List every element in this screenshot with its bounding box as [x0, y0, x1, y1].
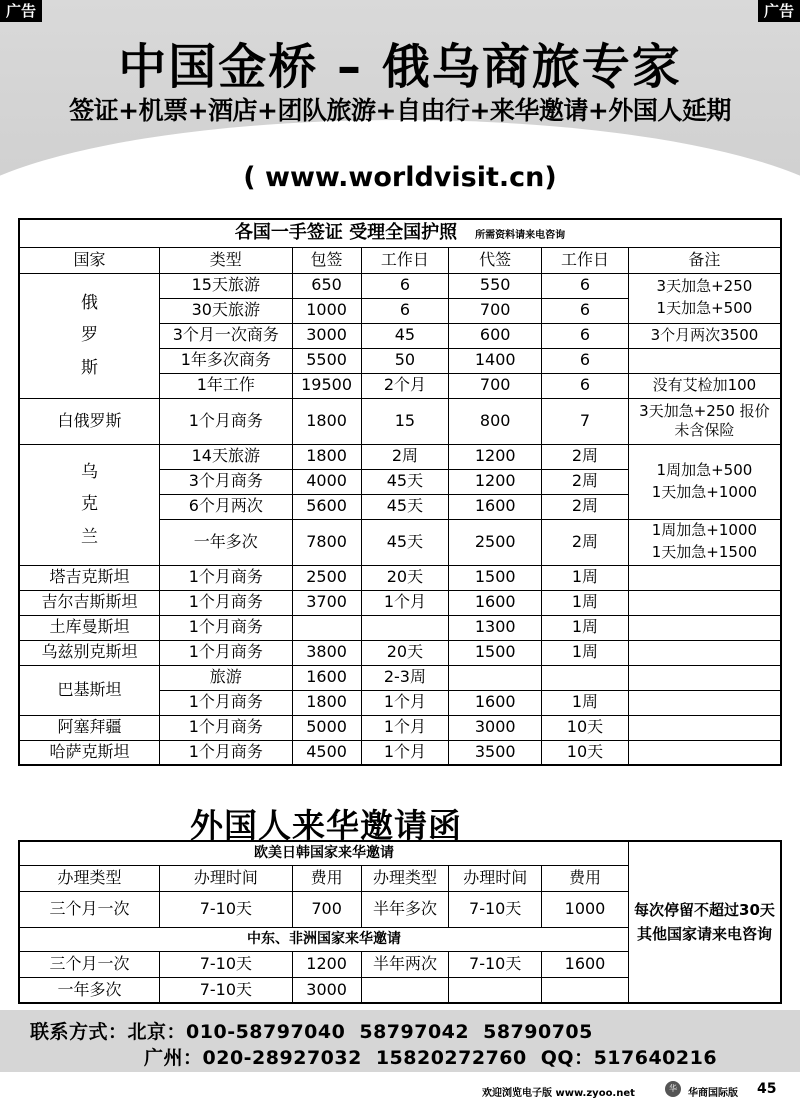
table-row — [19, 640, 781, 665]
value-cell: 7800 — [292, 519, 361, 565]
note-cell — [628, 715, 781, 740]
value-cell — [542, 665, 629, 690]
value-cell: 4000 — [292, 469, 361, 494]
country-cell: 塔吉克斯坦 — [19, 565, 160, 590]
visa-price-table — [18, 218, 782, 766]
value-cell: 1500 — [449, 640, 542, 665]
note-cell: 3天加急+250 报价 未含保险 — [628, 398, 781, 444]
value-cell: 7-10天 — [449, 891, 542, 927]
contact-line-guangzhou — [144, 1043, 717, 1070]
value-cell: 3000 — [449, 715, 542, 740]
phone-number[interactable]: 58797042 — [359, 1021, 470, 1043]
value-cell: 650 — [292, 273, 361, 298]
table-header-row — [19, 247, 781, 273]
note-cell — [628, 348, 781, 373]
header-cell: 办理时间 — [449, 865, 542, 891]
ad-label-right: 广告 — [758, 0, 800, 22]
caption-text: 各国一手签证 受理全国护照 — [234, 221, 458, 243]
value-cell: 1个月 — [361, 715, 449, 740]
country-cell: 吉尔吉斯斯坦 — [19, 590, 160, 615]
table-row — [19, 273, 781, 298]
value-cell: 1600 — [449, 690, 542, 715]
value-cell: 1个月 — [361, 690, 449, 715]
invitation-side-note: 每次停留不超过30天 其他国家请来电咨询 — [628, 841, 781, 1003]
type-cell: 1个月商务 — [160, 640, 293, 665]
invitation-table — [18, 840, 782, 1004]
value-cell: 5000 — [292, 715, 361, 740]
note-cell — [628, 740, 781, 765]
value-cell: 10天 — [542, 740, 629, 765]
header-cell: 类型 — [160, 247, 293, 273]
type-cell: 1年多次商务 — [160, 348, 293, 373]
value-cell: 20天 — [361, 640, 449, 665]
value-cell: 1800 — [292, 444, 361, 469]
contact-label: 联系方式： — [30, 1021, 128, 1043]
guangzhou-label: 广州： — [144, 1047, 203, 1069]
value-cell: 1600 — [449, 590, 542, 615]
type-cell: 14天旅游 — [160, 444, 293, 469]
qq-label: QQ： — [540, 1047, 594, 1069]
services-subtitle: 签证+机票+酒店+团队旅游+自由行+来华邀请+外国人延期 — [69, 96, 731, 125]
value-cell: 50 — [361, 348, 449, 373]
ad-label-left: 广告 — [0, 0, 42, 22]
value-cell: 2个月 — [361, 373, 449, 398]
value-cell: 7-10天 — [160, 891, 293, 927]
note-cell — [628, 590, 781, 615]
value-cell: 三个月一次 — [19, 951, 160, 977]
value-cell: 1周 — [542, 640, 629, 665]
header-cell: 代签 — [449, 247, 542, 273]
footer-website[interactable]: 欢迎浏览电子版 www.zyoo.net — [482, 1088, 635, 1099]
beijing-label: 北京： — [127, 1021, 187, 1043]
value-cell: 半年两次 — [361, 951, 449, 977]
value-cell: 1400 — [449, 348, 542, 373]
value-cell: 2-3周 — [361, 665, 449, 690]
value-cell: 1300 — [449, 615, 542, 640]
country-cell: 土库曼斯坦 — [19, 615, 160, 640]
note-cell: 1周加急+500 1天加急+1000 — [628, 444, 781, 519]
country-cell: 俄 罗 斯 — [19, 273, 160, 398]
table-row — [19, 565, 781, 590]
header-cell: 办理时间 — [160, 865, 293, 891]
value-cell: 3000 — [292, 323, 361, 348]
type-cell: 1个月商务 — [160, 615, 293, 640]
note-cell — [628, 690, 781, 715]
value-cell — [361, 615, 449, 640]
value-cell: 7-10天 — [160, 951, 293, 977]
header-cell: 费用 — [292, 865, 361, 891]
value-cell: 6 — [361, 273, 449, 298]
section-header: 欧美日韩国家来华邀请 — [19, 841, 628, 865]
value-cell: 1周 — [542, 565, 629, 590]
value-cell — [542, 977, 629, 1003]
value-cell: 6 — [542, 273, 629, 298]
magazine-name: 华商国际版 — [688, 1088, 738, 1099]
value-cell: 10天 — [542, 715, 629, 740]
value-cell: 5500 — [292, 348, 361, 373]
value-cell: 45天 — [361, 494, 449, 519]
qq-number[interactable]: 517640216 — [593, 1047, 718, 1069]
header-cell: 工作日 — [361, 247, 449, 273]
value-cell: 1200 — [449, 444, 542, 469]
value-cell: 3500 — [449, 740, 542, 765]
contact-section — [0, 1010, 800, 1072]
note-cell: 1周加急+1000 1天加急+1500 — [628, 519, 781, 565]
value-cell: 1周 — [542, 615, 629, 640]
table-row — [19, 740, 781, 765]
value-cell — [449, 977, 542, 1003]
type-cell: 一年多次 — [160, 519, 293, 565]
caption-note: 所需资料请来电咨询 — [475, 229, 566, 241]
value-cell: 1个月 — [361, 590, 449, 615]
type-cell: 6个月两次 — [160, 494, 293, 519]
value-cell: 700 — [449, 373, 542, 398]
invitation-title: 外国人来华邀请函 — [190, 806, 462, 845]
value-cell — [292, 615, 361, 640]
table-row — [19, 398, 781, 444]
value-cell: 3000 — [292, 977, 361, 1003]
value-cell: 2周 — [542, 469, 629, 494]
value-cell: 20天 — [361, 565, 449, 590]
country-cell: 白俄罗斯 — [19, 398, 160, 444]
value-cell: 6 — [542, 348, 629, 373]
value-cell: 1个月 — [361, 740, 449, 765]
table-row — [19, 590, 781, 615]
type-cell: 15天旅游 — [160, 273, 293, 298]
value-cell: 1600 — [292, 665, 361, 690]
type-cell: 1个月商务 — [160, 565, 293, 590]
type-cell: 30天旅游 — [160, 298, 293, 323]
value-cell: 15 — [361, 398, 449, 444]
page-number: 45 — [757, 1081, 777, 1097]
country-cell: 乌 克 兰 — [19, 444, 160, 565]
value-cell: 1周 — [542, 590, 629, 615]
value-cell: 1000 — [542, 891, 629, 927]
value-cell: 1600 — [542, 951, 629, 977]
note-cell: 3天加急+250 1天加急+500 — [628, 273, 781, 323]
page-footer — [0, 1078, 800, 1100]
value-cell: 2500 — [292, 565, 361, 590]
value-cell: 6 — [361, 298, 449, 323]
value-cell: 1周 — [542, 690, 629, 715]
header-cell: 办理类型 — [19, 865, 160, 891]
value-cell: 1600 — [449, 494, 542, 519]
value-cell: 700 — [292, 891, 361, 927]
website-link[interactable]: ( www.worldvisit.cn) — [243, 162, 557, 193]
type-cell: 3个月商务 — [160, 469, 293, 494]
value-cell: 7-10天 — [449, 951, 542, 977]
contact-line-beijing — [30, 1017, 593, 1044]
value-cell: 5600 — [292, 494, 361, 519]
type-cell: 旅游 — [160, 665, 293, 690]
type-cell: 1个月商务 — [160, 690, 293, 715]
type-cell: 1个月商务 — [160, 740, 293, 765]
section-header: 中东、非洲国家来华邀请 — [19, 927, 628, 951]
phone-number[interactable]: 010-58797040 — [186, 1021, 346, 1043]
value-cell: 半年多次 — [361, 891, 449, 927]
value-cell: 一年多次 — [19, 977, 160, 1003]
value-cell: 2周 — [361, 444, 449, 469]
value-cell: 6 — [542, 323, 629, 348]
value-cell — [361, 977, 449, 1003]
value-cell: 3800 — [292, 640, 361, 665]
type-cell: 1个月商务 — [160, 715, 293, 740]
value-cell: 45天 — [361, 519, 449, 565]
value-cell: 2周 — [542, 444, 629, 469]
value-cell: 6 — [542, 298, 629, 323]
value-cell: 550 — [449, 273, 542, 298]
header-cell: 备注 — [628, 247, 781, 273]
table-row — [19, 715, 781, 740]
country-cell: 巴基斯坦 — [19, 665, 160, 715]
value-cell: 1200 — [292, 951, 361, 977]
value-cell: 2周 — [542, 494, 629, 519]
header-cell: 工作日 — [542, 247, 629, 273]
value-cell: 1200 — [449, 469, 542, 494]
table-row — [19, 615, 781, 640]
value-cell: 7 — [542, 398, 629, 444]
country-cell: 哈萨克斯坦 — [19, 740, 160, 765]
value-cell: 3700 — [292, 590, 361, 615]
header-cell: 费用 — [542, 865, 629, 891]
header-cell: 国家 — [19, 247, 160, 273]
value-cell — [449, 665, 542, 690]
value-cell: 2周 — [542, 519, 629, 565]
value-cell: 三个月一次 — [19, 891, 160, 927]
table-row — [19, 444, 781, 469]
country-cell: 阿塞拜疆 — [19, 715, 160, 740]
value-cell: 600 — [449, 323, 542, 348]
note-cell — [628, 565, 781, 590]
value-cell: 2500 — [449, 519, 542, 565]
header-cell: 办理类型 — [361, 865, 449, 891]
type-cell: 1个月商务 — [160, 398, 293, 444]
phone-number[interactable]: 58790705 — [483, 1021, 593, 1043]
note-cell: 3个月两次3500 — [628, 323, 781, 348]
value-cell: 45 — [361, 323, 449, 348]
value-cell: 1000 — [292, 298, 361, 323]
note-cell — [628, 640, 781, 665]
page-title: 中国金桥 – 俄乌商旅专家 — [118, 39, 682, 95]
type-cell: 3个月一次商务 — [160, 323, 293, 348]
note-cell: 没有艾检加100 — [628, 373, 781, 398]
magazine-logo-icon: 华 — [665, 1081, 681, 1097]
phone-number[interactable]: 020-28927032 — [202, 1047, 362, 1069]
value-cell: 700 — [449, 298, 542, 323]
header-cell: 包签 — [292, 247, 361, 273]
visa-table-caption — [19, 219, 781, 247]
type-cell: 1个月商务 — [160, 590, 293, 615]
type-cell: 1年工作 — [160, 373, 293, 398]
value-cell: 800 — [449, 398, 542, 444]
value-cell: 19500 — [292, 373, 361, 398]
note-cell — [628, 665, 781, 690]
phone-number[interactable]: 15820272760 — [375, 1047, 527, 1069]
value-cell: 1500 — [449, 565, 542, 590]
table-row — [19, 665, 781, 690]
note-cell — [628, 615, 781, 640]
value-cell: 1800 — [292, 690, 361, 715]
value-cell: 1800 — [292, 398, 361, 444]
country-cell: 乌兹别克斯坦 — [19, 640, 160, 665]
value-cell: 6 — [542, 373, 629, 398]
value-cell: 4500 — [292, 740, 361, 765]
value-cell: 7-10天 — [160, 977, 293, 1003]
value-cell: 45天 — [361, 469, 449, 494]
